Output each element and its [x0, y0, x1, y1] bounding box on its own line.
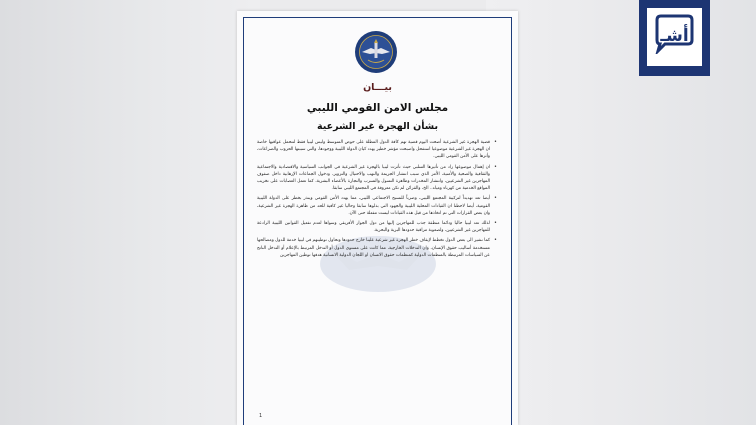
ash-logo	[639, 0, 710, 76]
logo-text: أشـ	[660, 26, 689, 46]
background-right	[486, 0, 756, 425]
council-name: مجلس الامن القومي الليبي	[306, 102, 449, 114]
council-emblem-icon	[354, 30, 398, 74]
paragraph: • قضية الهجرة غير الشرعية أضحت اليوم قضية تهم كافة الدول المطلة على حوض المتوسط وليس ليبيا فقط لتتحمل عواقبها خاصة ان الهجرة غير الشرعية موضوعيا استفحل واصبحت مؤشر خطير يهدد كيان الدولة الليبية ووجودها، والتي سببتها الحروب والصراعات، وأثرها على الأمن القومي الليبي.	[257, 139, 497, 161]
document-body	[257, 139, 497, 262]
paragraph: • أيضا تعد تهديداً لتركيبة المجتمع الليبي، وضرباً للنسيج الاجتماعي الليبي، مما يهدد الأمن القومي وينذر بخطر على الدولة الليبية القومية، أيضا لاحظنا ان القيادات المحلية الليبية والجهود التي بذلوها سابقا وحاليا غير كافية للحد من ظاهرة الهجرة غير الشرعية، وان بعض القرارات التي تم اتخاذها من قبل هذه القيادات ليست مفعلة حتى الآن.	[257, 195, 497, 217]
background-left	[0, 0, 263, 425]
document-heading: بيـــان	[363, 82, 392, 93]
paragraph: • كما نشير الى بعض الدول تخطط لإيقاف خطر الهجرة غير شرعية علينا خارج حدودها وتحاول توطينهم في ليبيا خدمة للدول ومصالحها مستخدمة أساليب حقوق الإنسان، وان التدخلات الخارجية، مما كانت على مستوى الدول أو التدخل المرتبط بالإعلام أو التدخل الناتج عن السياسات المرتبطة بالمنظمات الدولية كمنظمات حقوق الانسان او اللجان الدولية الانسانية هدفها توطين المهاجرين	[257, 237, 497, 259]
document-page	[237, 11, 518, 425]
document-subject: بشأن الهجرة غير الشرعية	[316, 121, 439, 132]
page-number: 1	[259, 413, 263, 419]
logo-inner	[647, 8, 702, 66]
paragraph: • ان إهمال موضوعها زاد من تأثيرها السلبي حيث تأثرت ليبيا بالهجرة غير الشرعية في الجوانب السياسية والاقتصادية والاجتماعية والثقافية والصحية والأمنية، الأمر الذي سبب انتشار الجريمة والنهب والاحتيال والتزوير، ودخول الجماعات الإرهابية داخل صفوف المهاجرين غير الشرعيين، وانتشار المخدرات وظاهرة التسول والتسرب والتجارة بالأعضاء البشرية، كما تعمل العصابات على تخريب المواقع الخدمية من كهرباء ومياه.. الخ، والقرائن لم تكن معروفة في المجتمع الليبي سابقا.	[257, 164, 497, 193]
paragraph: • لذلك تعد ليبيا حاليا ودائما منطقة جذب للمهاجرين إليها من دول الجوار الأفريقي وسواها لعدم تفعيل القوانين الليبية الرادعة للمهاجرين غير الشرعيين، ولصعوبة مراقبة حدودها البرية والبحرية.	[257, 220, 497, 234]
